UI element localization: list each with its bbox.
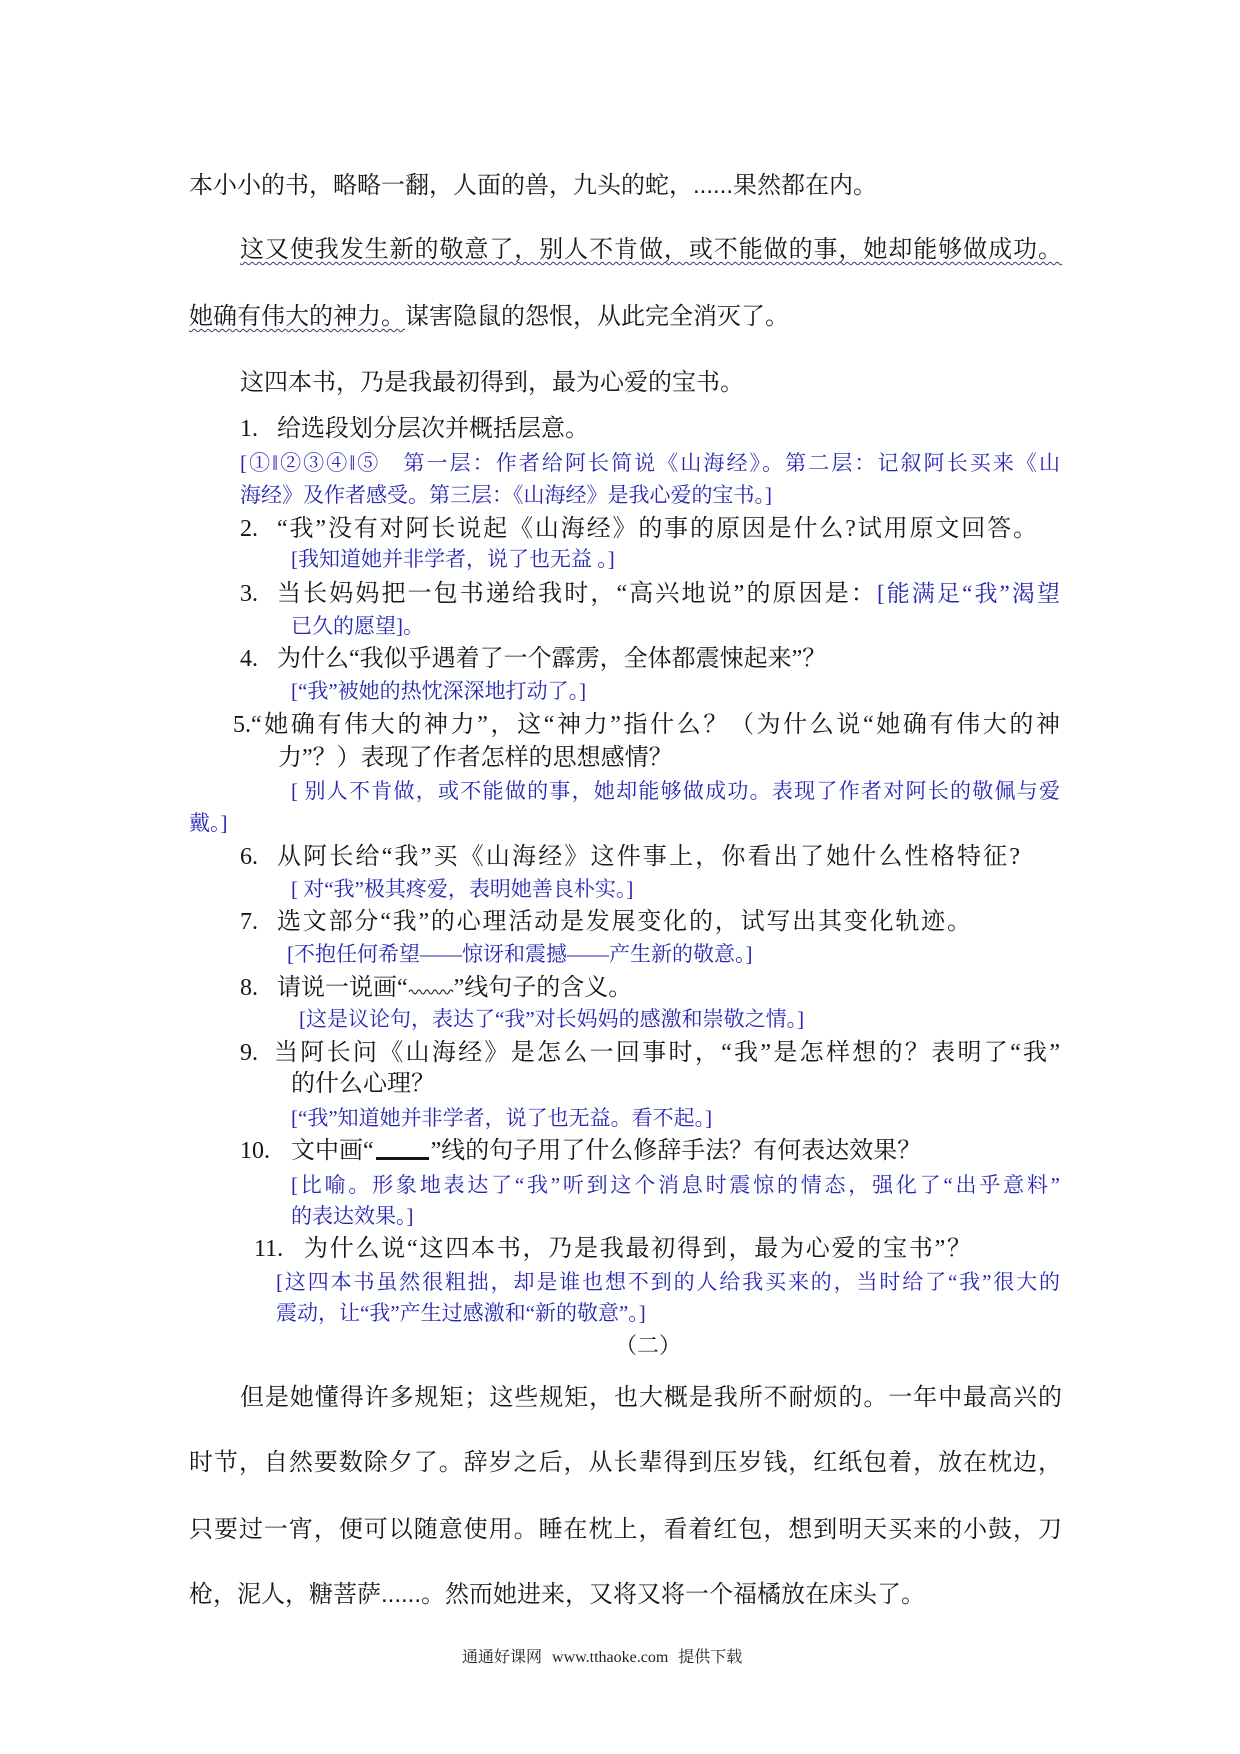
question-number: 2. — [240, 516, 258, 542]
question-text: “我”没有对阿长说起《山海经》的事的原因是什么?试用原文回答。 — [277, 516, 1037, 542]
wavy-underlined-sentence: 这又使我发生新的敬意了，别人不肯做，或不能做的事，她却能够做成功。 — [240, 236, 1062, 263]
question-text: ”线句子的含义。 — [453, 975, 633, 1001]
question-text: 当长妈妈把一包书递给我时，“高兴地说”的原因是： — [277, 581, 878, 607]
question-number: 5. — [233, 712, 251, 738]
answer-line: [不抱任何希望——惊讶和震撼——产生新的敬意。] — [287, 942, 753, 966]
footer-url: www.tthaoke.com — [552, 1649, 669, 1666]
question-text: “她确有伟大的神力”，这“神力”指什么？（为什么说“她确有伟大的神 — [251, 712, 1060, 738]
answer-line: [ 对“我”极其疼爱，表明她善良朴实。] — [291, 877, 634, 901]
passage-line: 时节，自然要数除夕了。辞岁之后，从长辈得到压岁钱，红纸包着，放在枕边， — [189, 1449, 1062, 1476]
question-text: 选文部分“我”的心理活动是发展变化的，试写出其变化轨迹。 — [277, 909, 971, 935]
answer-line: [我知道她并非学者，说了也无益 。] — [291, 547, 615, 571]
question-number: 6. — [240, 844, 258, 870]
answer-line: 海经》及作者感受。第三层：《山海经》是我心爱的宝书。] — [240, 483, 772, 507]
passage-line: 但是她懂得许多规矩；这些规矩，也大概是我所不耐烦的。一年中最高兴的 — [240, 1384, 1062, 1411]
passage-closing-sentence: 这四本书，乃是我最初得到，最为心爱的宝书。 — [240, 369, 744, 396]
question-number: 11. — [254, 1236, 284, 1262]
answer-line: [这四本书虽然很粗拙，却是谁也想不到的人给我买来的，当时给了“我”很大的 — [276, 1270, 1060, 1294]
passage-line: 只要过一宵，便可以随意使用。睡在枕上，看着红包，想到明天买来的小鼓，刀 — [189, 1516, 1062, 1543]
question-text: 的什么心理？ — [291, 1071, 435, 1097]
answer-line: 已久的愿望]。 — [291, 614, 424, 638]
question-number: 3. — [240, 581, 258, 607]
answer-line: [这是议论句，表达了“我”对长妈妈的感激和崇敬之情。] — [299, 1007, 805, 1031]
question-number: 10. — [240, 1138, 270, 1164]
question-line — [291, 1136, 921, 1166]
passage-line: 本小小的书，略略一翻，人面的兽，九头的蛇，......果然都在内。 — [189, 172, 878, 199]
question-text: 当阿长问《山海经》是怎么一回事时，“我”是怎样想的？表明了“我” — [274, 1040, 1060, 1066]
question-text: ”线的句子用了什么修辞手法？有何表达效果？ — [430, 1138, 922, 1164]
question-number: 9. — [240, 1040, 258, 1066]
question-text: 请说一说画“ — [277, 975, 408, 1001]
footer-suffix: 提供下载 — [678, 1649, 743, 1666]
question-text: 文中画“ — [291, 1138, 374, 1164]
wavy-blank-line — [408, 976, 454, 996]
question-line — [277, 973, 632, 1003]
passage-line: 枪，泥人，糖菩萨......。然而她进来，又将又将一个福橘放在床头了。 — [189, 1581, 926, 1608]
answer-line: [“我”被她的热忱深深地打动了。] — [291, 679, 587, 703]
answer-line: [ 别人不肯做，或不能做的事，她却能够做成功。表现了作者对阿长的敬佩与爱 — [291, 779, 1060, 803]
question-text: 从阿长给“我”买《山海经》这件事上，你看出了她什么性格特征? — [277, 844, 1020, 870]
wavy-underlined-sentence-end: 她确有伟大的神力。 — [189, 303, 405, 330]
question-text: 力”？）表现了作者怎样的思想感情？ — [278, 745, 673, 771]
answer-inline: [能满足“我”渴望 — [877, 581, 1060, 606]
question-number: 1. — [240, 416, 258, 442]
answer-line: [①‖②③④‖⑤ 第一层：作者给阿长简说《山海经》。第二层：记叙阿长买来《山 — [240, 451, 1060, 475]
question-number: 8. — [240, 975, 258, 1001]
passage-line — [189, 302, 789, 332]
solid-blank-line — [376, 1137, 429, 1160]
passage-text: 谋害隐鼠的怨恨，从此完全消灭了。 — [405, 303, 789, 330]
page-footer — [462, 1643, 742, 1673]
question-number: 7. — [240, 909, 258, 935]
section-heading: （二） — [615, 1333, 682, 1358]
question-line — [277, 579, 1060, 609]
question-text: 为什么“我似乎遇着了一个霹雳，全体都震悚起来”？ — [277, 646, 827, 672]
question-text: 为什么说“这四本书，乃是我最初得到，最为心爱的宝书”？ — [304, 1236, 971, 1262]
answer-line: [比喻。形象地表达了“我”听到这个消息时震惊的情态，强化了“出乎意料” — [291, 1173, 1060, 1197]
question-line — [233, 710, 1060, 740]
answer-line: 的表达效果。] — [291, 1204, 414, 1228]
answer-line: [“我”知道她并非学者，说了也无益。看不起。] — [291, 1106, 713, 1130]
question-text: 给选段划分层次并概括层意。 — [277, 416, 589, 442]
answer-line: 震动，让“我”产生过感激和“新的敬意”。] — [276, 1301, 646, 1325]
answer-line: 戴。] — [189, 811, 228, 835]
question-number: 4. — [240, 646, 258, 672]
footer-site-name: 通通好课网 — [462, 1649, 543, 1666]
